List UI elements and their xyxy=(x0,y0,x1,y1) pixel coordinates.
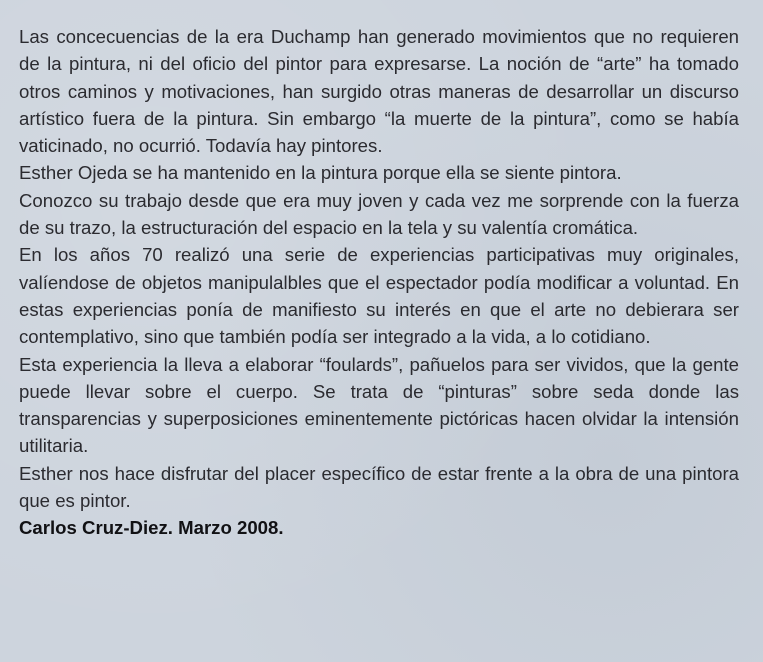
paragraph-anos-70: En los años 70 realizó una serie de experiencias participativas muy originales, valíendose de objetos manipulalbles que el espectador podía modificar a voluntad. En estas experiencias ponía de manifiesto su interés en que el arte no debierara ser contemplativo, sino que también podía ser integrado a la vida, a lo cotidiano. xyxy=(19,244,739,348)
author-signature: Carlos Cruz-Diez. Marzo 2008. xyxy=(19,517,284,539)
paragraph-disfrutar: Esther nos hace disfrutar del placer específico de estar frente a la obra de una pintora que es pintor. xyxy=(19,462,739,512)
paragraph-duchamp: Las concecuencias de la era Duchamp han generado movimientos que no requieren de la pintura, ni del oficio del pintor para expresarse. La noción de “arte” ha tomado otros caminos y motivaciones, han surgido otras maneras de desarrollar un discurso artístico fuera de la pintura. Sin embargo “la muerte de la pintura”, como se había vaticinado, no ocurrió. Todavía hay pintores. xyxy=(19,26,739,157)
document-page xyxy=(19,23,739,542)
paragraph-conozco: Conozco su trabajo desde que era muy joven y cada vez me sorprende con la fuerza de su trazo, la estructuración del espacio en la tela y su valentía cromática. xyxy=(19,189,739,239)
paragraph-esther-ojeda: Esther Ojeda se ha mantenido en la pintura porque ella se siente pintora. xyxy=(19,162,622,184)
paragraph-foulards: Esta experiencia la lleva a elaborar “foulards”, pañuelos para ser vividos, que la gente puede llevar sobre el cuerpo. Se trata de “pinturas” sobre seda donde las transparencias y superposiciones eminentemente pictóricas hacen olvidar la intensión utilitaria. xyxy=(19,353,739,457)
